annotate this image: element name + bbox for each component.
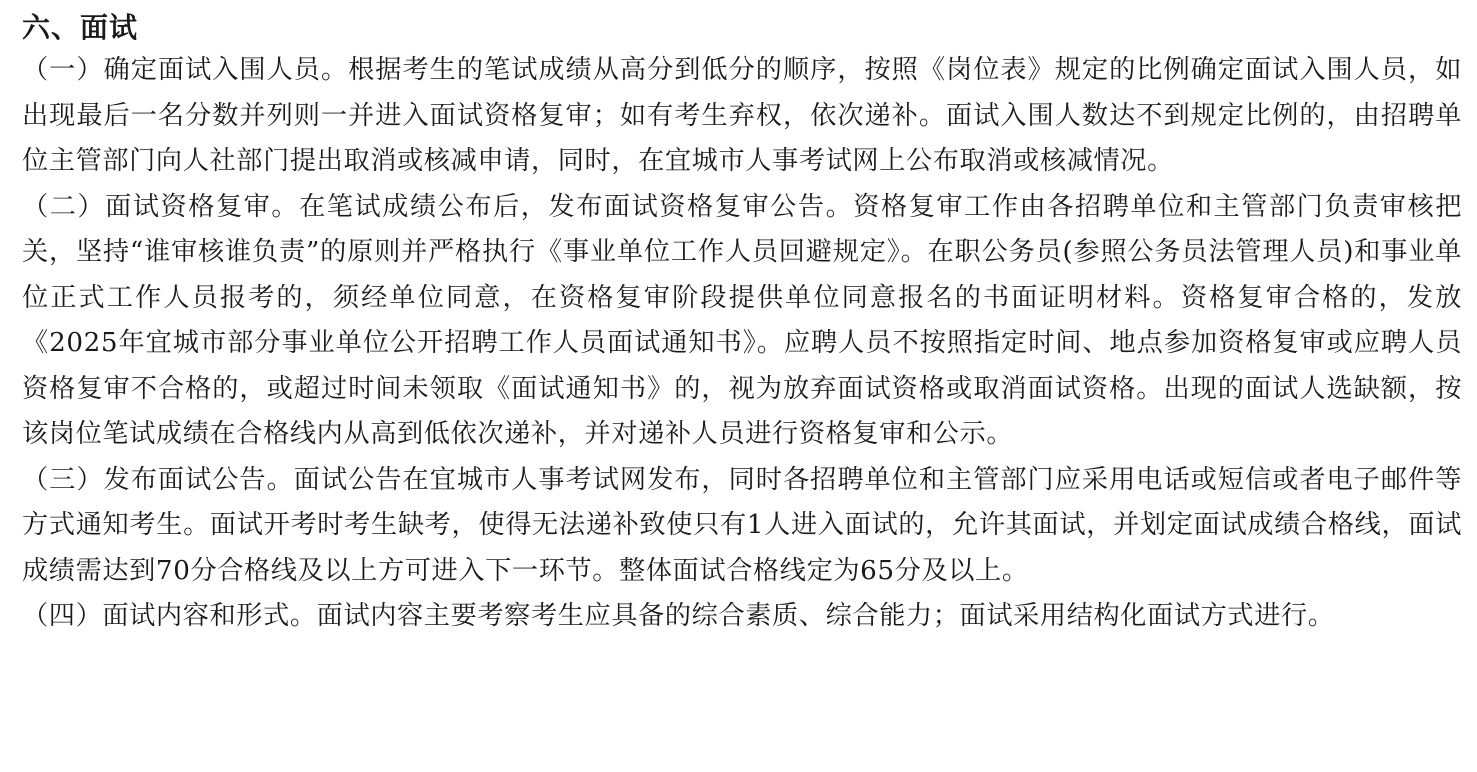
paragraph-1-interview-shortlist: （一）确定面试入围人员。根据考生的笔试成绩从高分到低分的顺序，按照《岗位表》规定的比例确定面试入围人员，如出现最后一名分数并列则一并进入面试资格复审；如有考生弃权，依次递补。面试入围人数达不到规定比例的，由招聘单位主管部门向人社部门提出取消或核减申请，同时，在宜城市人事考试网上公布取消或核减情况。 <box>22 55 1462 176</box>
paragraph-4-interview-content: （四）面试内容和形式。面试内容主要考察考生应具备的综合素质、综合能力；面试采用结构化面试方式进行。 <box>22 601 1335 631</box>
paragraph-2-qualification-review: （二）面试资格复审。在笔试成绩公布后，发布面试资格复审公告。资格复审工作由各招聘单位和主管部门负责审核把关，坚持“谁审核谁负责”的原则并严格执行《事业单位工作人员回避规定》。在职公务员(参照公务员法管理人员)和事业单位正式工作人员报考的，须经单位同意，在资格复审阶段提供单位同意报名的书面证明材料。资格复审合格的，发放《2025年宜城市部分事业单位公开招聘工作人员面试通知书》。应聘人员不按照指定时间、地点参加资格复审或应聘人员资格复审不合格的，或超过时间未领取《面试通知书》的，视为放弃面试资格或取消面试资格。出现的面试人选缺额，按该岗位笔试成绩在合格线内从高到低依次递补，并对递补人员进行资格复审和公示。 <box>22 191 1462 449</box>
section-heading: 六、面试 <box>22 11 139 44</box>
paragraph-3-interview-announcement: （三）发布面试公告。面试公告在宜城市人事考试网发布，同时各招聘单位和主管部门应采用电话或短信或者电子邮件等方式通知考生。面试开考时考生缺考，使得无法递补致使只有1人进入面试的，允许其面试，并划定面试成绩合格线，面试成绩需达到70分合格线及以上方可进入下一环节。整体面试合格线定为65分及以上。 <box>22 464 1462 586</box>
document-body <box>22 4 1462 640</box>
